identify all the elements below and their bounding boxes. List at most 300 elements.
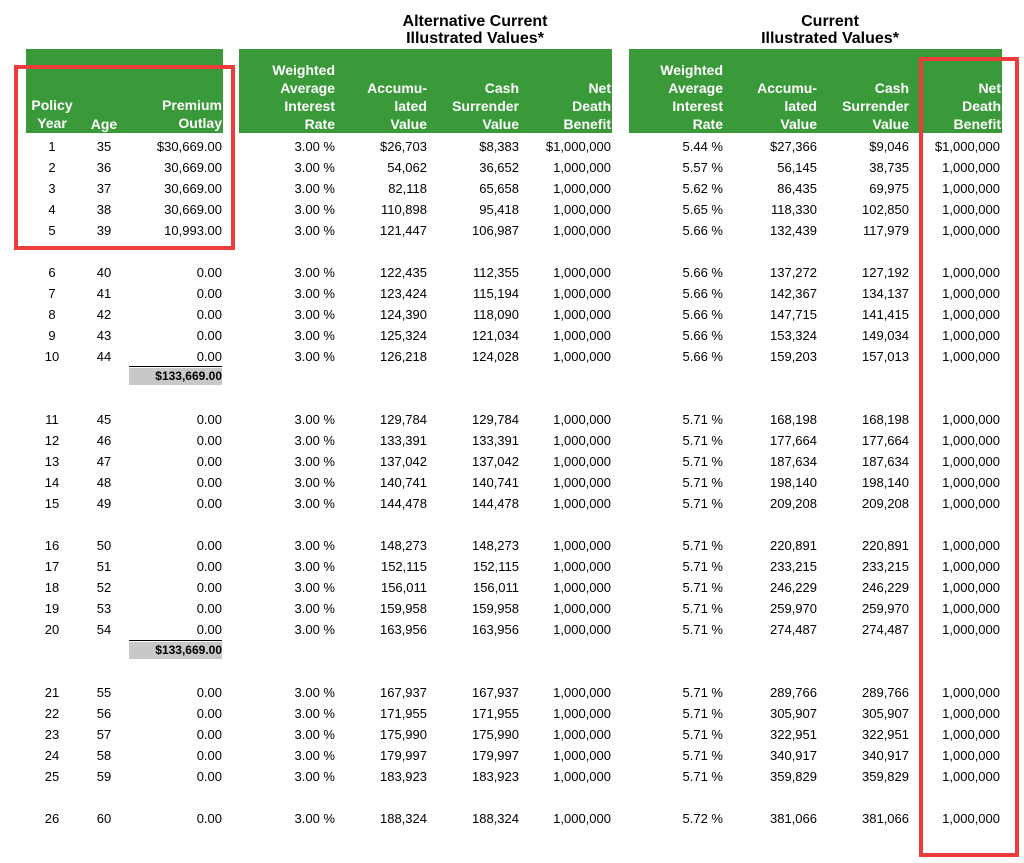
cell-cur-accum: 177,664 bbox=[770, 432, 817, 448]
cell-policy-year: 11 bbox=[45, 412, 59, 427]
header-alt-accum: Accumu- lated Value bbox=[367, 80, 427, 132]
cell-cur-rate: 5.71 % bbox=[682, 747, 723, 763]
cell-alt-rate: 3.00 % bbox=[294, 474, 335, 490]
cell-cur-accum: 359,829 bbox=[770, 768, 817, 784]
header-alt-ndb: Net Death Benefit bbox=[563, 80, 611, 132]
header-premium-outlay: Premium Outlay bbox=[162, 97, 222, 131]
cell-cur-rate: 5.71 % bbox=[682, 621, 723, 637]
cell-policy-year: 3 bbox=[48, 180, 56, 196]
cell-cur-ndb: 1,000,000 bbox=[942, 222, 1000, 238]
subtotal-rule-1 bbox=[129, 366, 222, 367]
cell-age: 43 bbox=[96, 327, 112, 343]
header-policy-year: Policy Year bbox=[31, 97, 73, 131]
cell-age: 53 bbox=[96, 600, 112, 616]
cell-alt-cash: 171,955 bbox=[472, 705, 519, 721]
cell-alt-cash: 179,997 bbox=[472, 747, 519, 763]
cell-premium-outlay: 0.00 bbox=[196, 327, 222, 343]
cell-age: 58 bbox=[96, 747, 112, 763]
cell-alt-accum: 179,997 bbox=[380, 747, 427, 763]
cell-cur-accum: 209,208 bbox=[770, 495, 817, 511]
cell-alt-rate: 3.00 % bbox=[294, 412, 335, 427]
cell-premium-outlay: 0.00 bbox=[196, 432, 222, 448]
cell-alt-rate: 3.00 % bbox=[294, 747, 335, 763]
cell-policy-year: 2 bbox=[48, 159, 56, 175]
cell-age: 39 bbox=[96, 222, 112, 238]
cell-cur-rate: 5.71 % bbox=[682, 474, 723, 490]
cell-policy-year: 10 bbox=[44, 348, 60, 364]
cell-alt-ndb: 1,000,000 bbox=[553, 685, 611, 700]
cell-premium-outlay: 30,669.00 bbox=[164, 159, 222, 175]
cell-policy-year: 1 bbox=[48, 139, 56, 154]
cell-alt-cash: 148,273 bbox=[472, 538, 519, 553]
cell-alt-accum: 171,955 bbox=[380, 705, 427, 721]
cell-cur-cash: 289,766 bbox=[862, 685, 909, 700]
cell-age: 48 bbox=[96, 474, 112, 490]
cell-premium-outlay: 0.00 bbox=[196, 265, 222, 280]
cell-cur-rate: 5.66 % bbox=[682, 285, 723, 301]
cell-alt-rate: 3.00 % bbox=[294, 180, 335, 196]
cell-alt-rate: 3.00 % bbox=[294, 705, 335, 721]
cell-cur-ndb: 1,000,000 bbox=[942, 621, 1000, 637]
cell-premium-outlay: 0.00 bbox=[196, 811, 222, 826]
cell-cur-ndb: 1,000,000 bbox=[942, 558, 1000, 574]
cell-alt-accum: 175,990 bbox=[380, 726, 427, 742]
cell-alt-ndb: 1,000,000 bbox=[553, 265, 611, 280]
cell-alt-accum: 163,956 bbox=[380, 621, 427, 637]
cell-cur-rate: 5.66 % bbox=[682, 327, 723, 343]
cell-policy-year: 20 bbox=[44, 621, 60, 637]
cell-cur-cash: 259,970 bbox=[862, 600, 909, 616]
cell-alt-cash: 183,923 bbox=[472, 768, 519, 784]
cell-alt-accum: $26,703 bbox=[380, 139, 427, 154]
cell-policy-year: 12 bbox=[44, 432, 60, 448]
cell-age: 38 bbox=[96, 201, 112, 217]
cell-alt-accum: 54,062 bbox=[387, 159, 427, 175]
cell-age: 55 bbox=[96, 685, 112, 700]
cell-alt-rate: 3.00 % bbox=[294, 600, 335, 616]
cell-age: 60 bbox=[96, 811, 112, 826]
cell-alt-ndb: 1,000,000 bbox=[553, 621, 611, 637]
cell-cur-accum: 259,970 bbox=[770, 600, 817, 616]
cell-alt-accum: 123,424 bbox=[380, 285, 427, 301]
cell-cur-cash: 381,066 bbox=[862, 811, 909, 826]
cell-cur-ndb: 1,000,000 bbox=[942, 348, 1000, 364]
cell-premium-outlay: 0.00 bbox=[196, 579, 222, 595]
cell-age: 35 bbox=[96, 139, 112, 154]
cell-cur-accum: 340,917 bbox=[770, 747, 817, 763]
cell-cur-rate: 5.44 % bbox=[682, 139, 723, 154]
group-title-current-line2: Illustrated Values* bbox=[761, 30, 899, 47]
cell-alt-cash: 140,741 bbox=[472, 474, 519, 490]
cell-cur-rate: 5.71 % bbox=[682, 600, 723, 616]
cell-cur-cash: 157,013 bbox=[862, 348, 909, 364]
cell-cur-ndb: 1,000,000 bbox=[942, 726, 1000, 742]
cell-alt-ndb: 1,000,000 bbox=[553, 747, 611, 763]
cell-cur-accum: $27,366 bbox=[770, 139, 817, 154]
cell-alt-accum: 82,118 bbox=[388, 180, 427, 196]
cell-cur-ndb: 1,000,000 bbox=[942, 600, 1000, 616]
cell-cur-accum: 132,439 bbox=[770, 222, 817, 238]
cell-cur-cash: 233,215 bbox=[862, 558, 909, 574]
cell-cur-rate: 5.71 % bbox=[682, 685, 723, 700]
cell-cur-cash: 149,034 bbox=[862, 327, 909, 343]
cell-age: 57 bbox=[96, 726, 112, 742]
cell-premium-outlay: 0.00 bbox=[196, 768, 222, 784]
cell-age: 41 bbox=[96, 285, 112, 301]
cell-alt-accum: 188,324 bbox=[380, 811, 427, 826]
cell-alt-cash: 121,034 bbox=[472, 327, 519, 343]
cell-alt-ndb: $1,000,000 bbox=[545, 139, 611, 154]
cell-cur-ndb: 1,000,000 bbox=[942, 474, 1000, 490]
cell-cur-ndb: 1,000,000 bbox=[942, 768, 1000, 784]
cell-cur-cash: 168,198 bbox=[862, 412, 909, 427]
cell-alt-accum: 159,958 bbox=[380, 600, 427, 616]
cell-alt-cash: 152,115 bbox=[472, 558, 519, 574]
cell-alt-rate: 3.00 % bbox=[294, 579, 335, 595]
cell-alt-cash: 129,784 bbox=[472, 412, 519, 427]
cell-premium-outlay: 0.00 bbox=[196, 726, 222, 742]
cell-policy-year: 5 bbox=[48, 222, 56, 238]
cell-cur-ndb: 1,000,000 bbox=[942, 705, 1000, 721]
cell-alt-cash: 144,478 bbox=[472, 495, 519, 511]
cell-alt-ndb: 1,000,000 bbox=[553, 180, 611, 196]
cell-cur-cash: 102,850 bbox=[862, 201, 909, 217]
cell-alt-rate: 3.00 % bbox=[294, 201, 335, 217]
cell-alt-ndb: 1,000,000 bbox=[553, 726, 611, 742]
cell-alt-rate: 3.00 % bbox=[294, 222, 335, 238]
cell-alt-rate: 3.00 % bbox=[294, 558, 335, 574]
cell-alt-accum: 167,937 bbox=[380, 685, 427, 700]
cell-cur-ndb: 1,000,000 bbox=[942, 201, 1000, 217]
cell-age: 54 bbox=[96, 621, 112, 637]
cell-cur-ndb: 1,000,000 bbox=[942, 747, 1000, 763]
cell-cur-accum: 246,229 bbox=[770, 579, 817, 595]
cell-alt-ndb: 1,000,000 bbox=[553, 222, 611, 238]
cell-cur-accum: 289,766 bbox=[770, 685, 817, 700]
cell-age: 40 bbox=[96, 265, 112, 280]
cell-alt-cash: 133,391 bbox=[472, 432, 519, 448]
header-cur-accum: Accumu- lated Value bbox=[757, 80, 817, 132]
cell-cur-ndb: 1,000,000 bbox=[942, 538, 1000, 553]
cell-alt-cash: 65,658 bbox=[479, 180, 519, 196]
cell-alt-rate: 3.00 % bbox=[294, 265, 335, 280]
cell-cur-cash: 198,140 bbox=[862, 474, 909, 490]
cell-cur-rate: 5.62 % bbox=[682, 180, 723, 196]
cell-cur-ndb: 1,000,000 bbox=[942, 495, 1000, 511]
cell-policy-year: 6 bbox=[48, 265, 56, 280]
cell-cur-cash: 359,829 bbox=[862, 768, 909, 784]
cell-cur-rate: 5.71 % bbox=[682, 705, 723, 721]
highlight-box-premium-years bbox=[14, 65, 235, 250]
cell-cur-ndb: 1,000,000 bbox=[942, 327, 1000, 343]
cell-policy-year: 17 bbox=[44, 558, 60, 574]
cell-alt-accum: 148,273 bbox=[380, 538, 427, 553]
cell-age: 42 bbox=[96, 306, 112, 322]
cell-alt-cash: 175,990 bbox=[472, 726, 519, 742]
cell-cur-rate: 5.72 % bbox=[682, 811, 723, 826]
cell-premium-outlay: 0.00 bbox=[196, 453, 222, 469]
cell-alt-ndb: 1,000,000 bbox=[553, 306, 611, 322]
cell-alt-ndb: 1,000,000 bbox=[553, 558, 611, 574]
cell-alt-accum: 137,042 bbox=[380, 453, 427, 469]
cell-alt-ndb: 1,000,000 bbox=[553, 538, 611, 553]
cell-age: 51 bbox=[96, 558, 112, 574]
cell-cur-accum: 305,907 bbox=[770, 705, 817, 721]
cell-alt-cash: 124,028 bbox=[472, 348, 519, 364]
cell-policy-year: 16 bbox=[44, 538, 60, 553]
cell-alt-accum: 152,115 bbox=[380, 558, 427, 574]
cell-alt-cash: 167,937 bbox=[472, 685, 519, 700]
cell-alt-ndb: 1,000,000 bbox=[553, 453, 611, 469]
cell-age: 46 bbox=[96, 432, 112, 448]
header-cur-cash: Cash Surrender Value bbox=[842, 80, 909, 132]
cell-alt-cash: 95,418 bbox=[479, 201, 519, 217]
cell-alt-ndb: 1,000,000 bbox=[553, 705, 611, 721]
cell-cur-rate: 5.66 % bbox=[682, 265, 723, 280]
cell-premium-outlay: 0.00 bbox=[196, 285, 222, 301]
group-title-alternative-line1: Alternative Current bbox=[402, 13, 548, 30]
cell-age: 45 bbox=[96, 412, 112, 427]
cell-alt-ndb: 1,000,000 bbox=[553, 412, 611, 427]
cell-alt-cash: 163,956 bbox=[472, 621, 519, 637]
cell-alt-accum: 129,784 bbox=[380, 412, 427, 427]
subtotal-rule-2 bbox=[129, 640, 222, 641]
cell-alt-accum: 110,898 bbox=[380, 201, 427, 217]
cell-cur-accum: 137,272 bbox=[770, 265, 817, 280]
cell-alt-ndb: 1,000,000 bbox=[553, 327, 611, 343]
subtotal-premium-years-1-10: $133,669.00 bbox=[129, 368, 222, 385]
cell-cur-accum: 56,145 bbox=[777, 159, 817, 175]
cell-cur-ndb: 1,000,000 bbox=[942, 811, 1000, 826]
cell-policy-year: 9 bbox=[48, 327, 56, 343]
cell-alt-ndb: 1,000,000 bbox=[553, 432, 611, 448]
cell-cur-accum: 274,487 bbox=[770, 621, 817, 637]
cell-premium-outlay: 0.00 bbox=[196, 558, 222, 574]
group-title-current-line1: Current bbox=[801, 13, 859, 30]
header-cur-rate: Weighted Average Interest Rate bbox=[660, 62, 723, 132]
cell-cur-accum: 220,891 bbox=[770, 538, 817, 553]
cell-alt-ndb: 1,000,000 bbox=[553, 474, 611, 490]
cell-alt-accum: 133,391 bbox=[380, 432, 427, 448]
cell-cur-accum: 147,715 bbox=[770, 306, 817, 322]
cell-cur-rate: 5.66 % bbox=[682, 222, 723, 238]
cell-cur-accum: 381,066 bbox=[770, 811, 817, 826]
cell-alt-rate: 3.00 % bbox=[294, 538, 335, 553]
cell-cur-accum: 118,330 bbox=[770, 201, 817, 217]
cell-policy-year: 18 bbox=[44, 579, 60, 595]
header-cur-ndb: Net Death Benefit bbox=[953, 80, 1001, 132]
cell-cur-rate: 5.71 % bbox=[682, 453, 723, 469]
cell-cur-cash: 187,634 bbox=[862, 453, 909, 469]
cell-alt-accum: 156,011 bbox=[380, 579, 427, 595]
cell-cur-accum: 198,140 bbox=[770, 474, 817, 490]
cell-premium-outlay: 0.00 bbox=[196, 348, 222, 364]
cell-cur-ndb: 1,000,000 bbox=[942, 412, 1000, 427]
cell-premium-outlay: 10,993.00 bbox=[164, 222, 222, 238]
cell-cur-ndb: 1,000,000 bbox=[942, 306, 1000, 322]
cell-cur-cash: 322,951 bbox=[862, 726, 909, 742]
header-alt-rate: Weighted Average Interest Rate bbox=[272, 62, 335, 132]
cell-cur-accum: 168,198 bbox=[770, 412, 817, 427]
cell-policy-year: 25 bbox=[44, 768, 60, 784]
cell-cur-cash: 274,487 bbox=[862, 621, 909, 637]
cell-cur-rate: 5.71 % bbox=[682, 495, 723, 511]
cell-alt-accum: 125,324 bbox=[380, 327, 427, 343]
cell-policy-year: 13 bbox=[44, 453, 60, 469]
cell-cur-ndb: 1,000,000 bbox=[942, 685, 1000, 700]
cell-cur-rate: 5.71 % bbox=[682, 412, 723, 427]
cell-cur-ndb: 1,000,000 bbox=[942, 453, 1000, 469]
cell-alt-cash: 137,042 bbox=[472, 453, 519, 469]
cell-alt-ndb: 1,000,000 bbox=[553, 348, 611, 364]
cell-alt-accum: 124,390 bbox=[380, 306, 427, 322]
cell-alt-ndb: 1,000,000 bbox=[553, 285, 611, 301]
cell-alt-rate: 3.00 % bbox=[294, 432, 335, 448]
cell-cur-rate: 5.71 % bbox=[682, 558, 723, 574]
cell-cur-cash: 134,137 bbox=[862, 285, 909, 301]
cell-policy-year: 14 bbox=[44, 474, 60, 490]
cell-alt-cash: $8,383 bbox=[479, 139, 519, 154]
cell-policy-year: 26 bbox=[44, 811, 60, 826]
cell-premium-outlay: 0.00 bbox=[196, 474, 222, 490]
cell-alt-rate: 3.00 % bbox=[294, 685, 335, 700]
cell-premium-outlay: 0.00 bbox=[196, 747, 222, 763]
cell-policy-year: 24 bbox=[44, 747, 60, 763]
cell-cur-rate: 5.57 % bbox=[682, 159, 723, 175]
cell-age: 50 bbox=[96, 538, 112, 553]
cell-cur-cash: 340,917 bbox=[862, 747, 909, 763]
cell-cur-rate: 5.71 % bbox=[682, 579, 723, 595]
cell-premium-outlay: 0.00 bbox=[196, 495, 222, 511]
cell-premium-outlay: 0.00 bbox=[196, 600, 222, 616]
cell-alt-cash: 112,355 bbox=[472, 265, 519, 280]
cell-policy-year: 4 bbox=[48, 201, 56, 217]
cell-cur-cash: 38,735 bbox=[869, 159, 909, 175]
cell-alt-ndb: 1,000,000 bbox=[553, 159, 611, 175]
cell-alt-rate: 3.00 % bbox=[294, 495, 335, 511]
cell-cur-accum: 233,215 bbox=[770, 558, 817, 574]
cell-cur-accum: 187,634 bbox=[770, 453, 817, 469]
cell-age: 44 bbox=[96, 348, 112, 364]
cell-alt-ndb: 1,000,000 bbox=[553, 811, 611, 826]
cell-cur-rate: 5.66 % bbox=[682, 348, 723, 364]
cell-policy-year: 7 bbox=[48, 285, 56, 301]
cell-cur-cash: 127,192 bbox=[862, 265, 909, 280]
cell-alt-rate: 3.00 % bbox=[294, 327, 335, 343]
cell-alt-accum: 140,741 bbox=[380, 474, 427, 490]
cell-premium-outlay: 0.00 bbox=[196, 621, 222, 637]
cell-cur-cash: 246,229 bbox=[862, 579, 909, 595]
cell-premium-outlay: 30,669.00 bbox=[164, 180, 222, 196]
cell-alt-accum: 122,435 bbox=[380, 265, 427, 280]
cell-policy-year: 19 bbox=[44, 600, 60, 616]
cell-cur-rate: 5.71 % bbox=[682, 432, 723, 448]
header-age: Age bbox=[90, 116, 118, 132]
cell-cur-accum: 153,324 bbox=[770, 327, 817, 343]
cell-alt-accum: 183,923 bbox=[380, 768, 427, 784]
highlight-box-net-death-benefit bbox=[919, 57, 1019, 857]
cell-cur-accum: 86,435 bbox=[777, 180, 817, 196]
cell-policy-year: 22 bbox=[44, 705, 60, 721]
cell-cur-cash: 69,975 bbox=[869, 180, 909, 196]
cell-premium-outlay: 0.00 bbox=[196, 538, 222, 553]
cell-age: 56 bbox=[96, 705, 112, 721]
cell-cur-accum: 142,367 bbox=[770, 285, 817, 301]
cell-cur-ndb: 1,000,000 bbox=[942, 265, 1000, 280]
cell-alt-rate: 3.00 % bbox=[294, 726, 335, 742]
cell-premium-outlay: $30,669.00 bbox=[156, 139, 222, 154]
cell-age: 36 bbox=[96, 159, 112, 175]
cell-cur-cash: 117,979 bbox=[862, 222, 909, 238]
cell-cur-cash: 209,208 bbox=[862, 495, 909, 511]
cell-alt-cash: 159,958 bbox=[472, 600, 519, 616]
cell-cur-ndb: 1,000,000 bbox=[942, 285, 1000, 301]
cell-alt-cash: 156,011 bbox=[472, 579, 519, 595]
cell-alt-cash: 188,324 bbox=[472, 811, 519, 826]
group-title-alternative-line2: Illustrated Values* bbox=[406, 30, 544, 47]
cell-age: 59 bbox=[96, 768, 112, 784]
cell-alt-cash: 36,652 bbox=[479, 159, 519, 175]
cell-alt-cash: 115,194 bbox=[472, 285, 519, 301]
cell-alt-ndb: 1,000,000 bbox=[553, 495, 611, 511]
cell-cur-rate: 5.71 % bbox=[682, 768, 723, 784]
cell-cur-ndb: 1,000,000 bbox=[942, 432, 1000, 448]
cell-cur-ndb: $1,000,000 bbox=[934, 139, 1000, 154]
cell-cur-cash: 305,907 bbox=[862, 705, 909, 721]
cell-cur-accum: 159,203 bbox=[770, 348, 817, 364]
cell-premium-outlay: 0.00 bbox=[196, 412, 222, 427]
cell-alt-accum: 126,218 bbox=[380, 348, 427, 364]
cell-cur-cash: 141,415 bbox=[862, 306, 909, 322]
cell-alt-ndb: 1,000,000 bbox=[553, 579, 611, 595]
cell-alt-rate: 3.00 % bbox=[294, 621, 335, 637]
cell-policy-year: 15 bbox=[44, 495, 60, 511]
subtotal-premium-years-11-20: $133,669.00 bbox=[129, 642, 222, 659]
cell-premium-outlay: 30,669.00 bbox=[164, 201, 222, 217]
cell-cur-cash: 177,664 bbox=[862, 432, 909, 448]
cell-alt-ndb: 1,000,000 bbox=[553, 768, 611, 784]
cell-alt-rate: 3.00 % bbox=[294, 285, 335, 301]
cell-age: 37 bbox=[96, 180, 112, 196]
cell-cur-rate: 5.71 % bbox=[682, 726, 723, 742]
header-alt-cash: Cash Surrender Value bbox=[452, 80, 519, 132]
cell-alt-ndb: 1,000,000 bbox=[553, 600, 611, 616]
cell-cur-ndb: 1,000,000 bbox=[942, 159, 1000, 175]
cell-premium-outlay: 0.00 bbox=[196, 685, 222, 700]
cell-alt-rate: 3.00 % bbox=[294, 453, 335, 469]
cell-age: 49 bbox=[96, 495, 112, 511]
group-title-current bbox=[730, 13, 930, 47]
group-title-alternative bbox=[340, 13, 610, 47]
cell-cur-cash: 220,891 bbox=[862, 538, 909, 553]
cell-alt-rate: 3.00 % bbox=[294, 768, 335, 784]
cell-cur-rate: 5.71 % bbox=[682, 538, 723, 553]
cell-alt-accum: 121,447 bbox=[380, 222, 427, 238]
cell-alt-cash: 118,090 bbox=[472, 306, 519, 322]
cell-cur-ndb: 1,000,000 bbox=[942, 180, 1000, 196]
cell-policy-year: 8 bbox=[48, 306, 56, 322]
cell-alt-rate: 3.00 % bbox=[294, 139, 335, 154]
cell-age: 52 bbox=[96, 579, 112, 595]
cell-alt-rate: 3.00 % bbox=[294, 306, 335, 322]
cell-alt-rate: 3.00 % bbox=[294, 159, 335, 175]
cell-alt-rate: 3.00 % bbox=[294, 348, 335, 364]
cell-cur-ndb: 1,000,000 bbox=[942, 579, 1000, 595]
cell-policy-year: 21 bbox=[44, 685, 60, 700]
cell-cur-cash: $9,046 bbox=[869, 139, 909, 154]
cell-policy-year: 23 bbox=[44, 726, 60, 742]
cell-age: 47 bbox=[96, 453, 112, 469]
